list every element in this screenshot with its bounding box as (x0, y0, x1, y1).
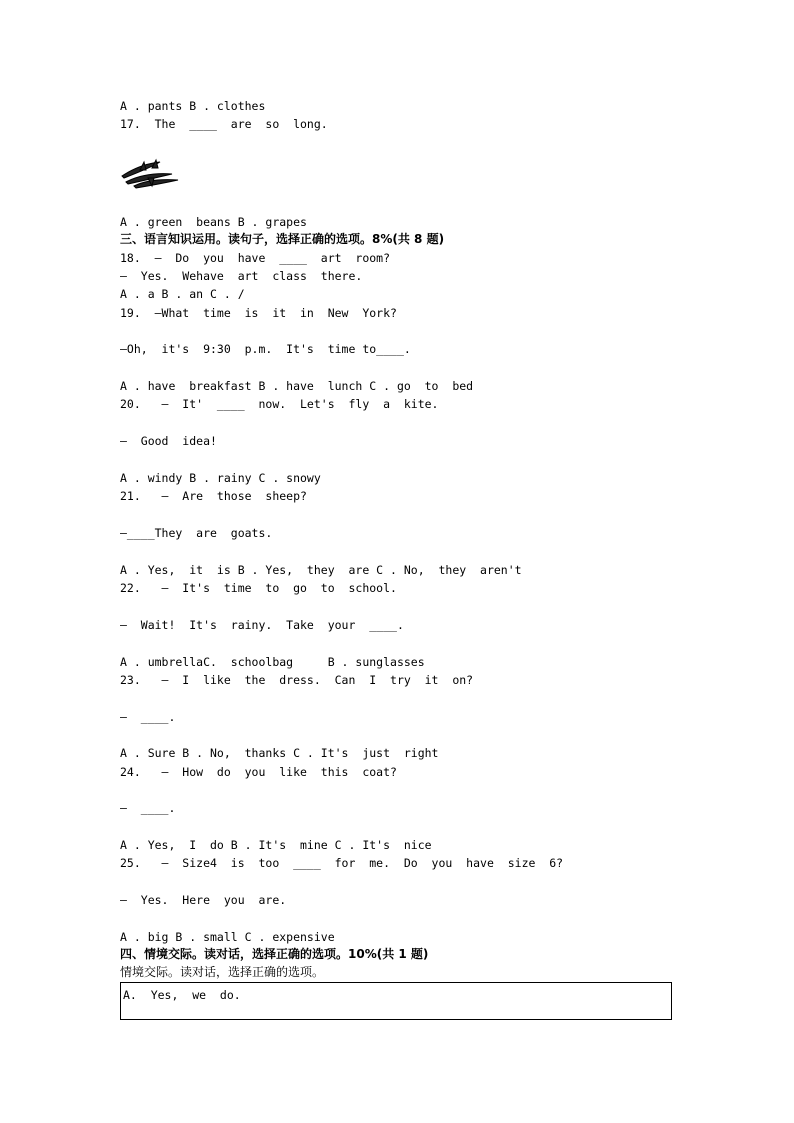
line-q22-answer: — Wait! It's rainy. Take your ____. (120, 618, 404, 632)
line-q21: 21. — Are those sheep? (120, 489, 307, 503)
answer-box (120, 982, 672, 1020)
line-q17-options: A . green beans B . grapes (120, 215, 307, 229)
line-q19-options: A . have breakfast B . have lunch C . go to bed (120, 379, 474, 393)
line-q21-options: A . Yes, it is B . Yes, they are C . No, they aren't (120, 563, 522, 577)
line-q24: 24. — How do you like this coat? (120, 765, 397, 779)
line-q22-options: A . umbrellaC. schoolbag B . sunglasses (120, 655, 425, 669)
line-q18-options: A . a B . an C . / (120, 287, 245, 301)
line-q24-options: A . Yes, I do B . It's mine C . It's nice (120, 838, 432, 852)
line-q20-options: A . windy B . rainy C . snowy (120, 471, 321, 485)
line-q18-answer: — Yes. Wehave art class there. (120, 269, 363, 283)
section-3-heading: 三、语言知识运用。读句子，选择正确的选项。8%(共 8 题) (120, 232, 445, 246)
line-q21-answer: —____They are goats. (120, 526, 273, 540)
line-q17: 17. The ____ are so long. (120, 117, 328, 131)
line-q16-options: A . pants B . clothes (120, 99, 266, 113)
section-4-instruction: 情境交际。读对话，选择正确的选项。 (120, 965, 325, 979)
line-q19: 19. —What time is it in New York? (120, 306, 397, 320)
line-q20-answer: — Good idea! (120, 434, 217, 448)
answer-box-text: A. Yes, we do. (123, 988, 241, 1002)
line-q22: 22. — It's time to go to school. (120, 581, 397, 595)
section-4-heading: 四、情境交际。读对话，选择正确的选项。10%(共 1 题) (120, 947, 429, 961)
line-q23-answer: — ____. (120, 710, 176, 724)
line-q23-options: A . Sure B . No, thanks C . It's just right (120, 746, 439, 760)
line-q24-answer: — ____. (120, 801, 176, 815)
line-q19-answer: —Oh, it's 9:30 p.m. It's time to____. (120, 342, 411, 356)
line-q20: 20. — It' ____ now. Let's fly a kite. (120, 397, 439, 411)
line-q25-options: A . big B . small C . expensive (120, 930, 335, 944)
line-q23: 23. — I like the dress. Can I try it on? (120, 673, 474, 687)
line-q25: 25. — Size4 is too ____ for me. Do you have size 6? (120, 856, 564, 870)
line-q18: 18. — Do you have ____ art room? (120, 251, 391, 265)
line-q25-answer: — Yes. Here you are. (120, 893, 287, 907)
bean-pods-picture (120, 156, 180, 190)
